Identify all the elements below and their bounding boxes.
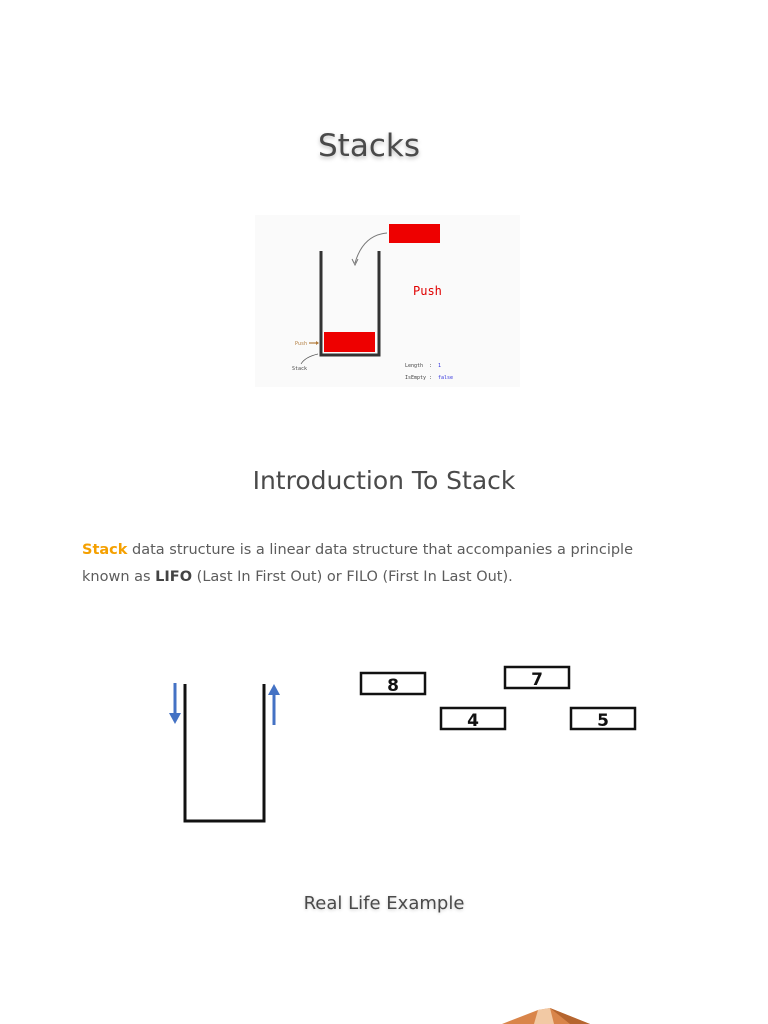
stack-container — [185, 684, 264, 821]
length-value: 1 — [438, 363, 442, 369]
real-life-image — [490, 1004, 600, 1024]
intro-heading: Introduction To Stack — [252, 466, 516, 495]
svg-text:8: 8 — [387, 676, 399, 696]
number-boxes-figure — [355, 660, 645, 740]
stack-label: Stack — [292, 366, 308, 372]
arrow-down-icon — [169, 683, 181, 724]
svg-text:5: 5 — [597, 711, 609, 731]
lifo-term: LIFO — [155, 569, 193, 585]
isempty-label: IsEmpty — [405, 375, 427, 381]
empty-stack-figure — [165, 675, 285, 830]
number-box — [361, 673, 425, 696]
number-box — [441, 708, 505, 731]
intro-text-2: (Last In First Out) or FILO (First In Last Out). — [192, 569, 513, 585]
arrow-up-icon — [268, 684, 280, 725]
stack-push-figure — [255, 215, 520, 387]
stack-term: Stack — [82, 542, 128, 558]
length-label: Length — [405, 363, 424, 369]
number-box — [571, 708, 635, 731]
real-life-heading: Real Life Example — [303, 893, 465, 914]
svg-text::: : — [429, 375, 433, 381]
svg-text::: : — [429, 363, 433, 369]
svg-text:7: 7 — [531, 670, 543, 690]
intro-text-1: data structure is a linear data structure that accompanies a principle known as — [82, 542, 633, 585]
number-box — [505, 667, 569, 690]
push-text: Push — [413, 284, 442, 298]
intro-paragraph — [82, 537, 682, 591]
svg-text:4: 4 — [467, 711, 479, 731]
stacked-block — [324, 332, 375, 352]
push-arrow-label: Push — [295, 341, 308, 347]
page-title: Stacks — [318, 128, 420, 164]
isempty-value: false — [438, 375, 454, 381]
pushed-block — [389, 224, 440, 243]
